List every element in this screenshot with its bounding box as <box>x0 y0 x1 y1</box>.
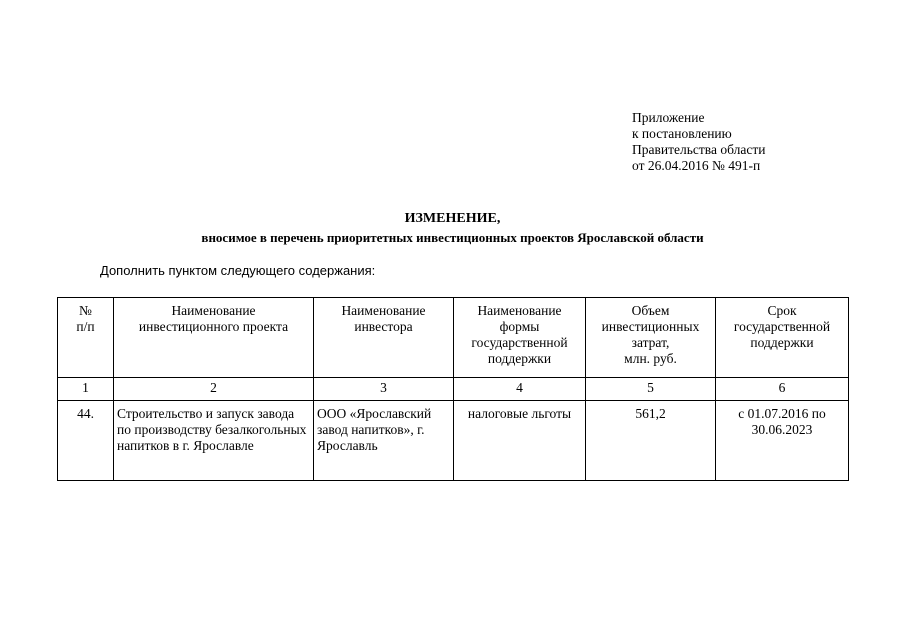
column-number-cell: 2 <box>114 378 314 401</box>
document-title: ИЗМЕНЕНИЕ, <box>404 211 501 226</box>
investor-name: ООО «Ярославский завод напитков», г. Ярославль <box>314 401 454 481</box>
header-cell-support-period: Срок государственной поддержки <box>716 298 849 378</box>
header-cell-project: Наименование инвестиционного проекта <box>114 298 314 378</box>
projects-table <box>57 297 849 481</box>
appendix-line: от 26.04.2016 № 491-п <box>632 158 761 173</box>
appendix-line: к постановлению <box>632 126 732 141</box>
header-cell-number: № п/п <box>58 298 114 378</box>
support-form: налоговые льготы <box>454 401 586 481</box>
document-subtitle: вносимое в перечень приоритетных инвестиционных проектов Ярославской области <box>201 230 704 245</box>
table-row <box>58 401 849 481</box>
column-number-cell: 1 <box>58 378 114 401</box>
column-number-cell: 6 <box>716 378 849 401</box>
column-number-cell: 5 <box>586 378 716 401</box>
column-number-cell: 3 <box>314 378 454 401</box>
table-header-row <box>58 298 849 378</box>
intro-text: Дополнить пунктом следующего содержания: <box>100 263 376 278</box>
header-cell-investor: Наименование инвестора <box>314 298 454 378</box>
project-name: Строительство и запуск завода по производству безалкогольных напитков в г. Ярославле <box>114 401 314 481</box>
header-cell-support-form: Наименование формы государственной поддержки <box>454 298 586 378</box>
appendix-line: Приложение <box>632 110 705 125</box>
row-number: 44. <box>58 401 114 481</box>
appendix-line: Правительства области <box>632 142 766 157</box>
column-numbers-row <box>58 378 849 401</box>
appendix-block <box>632 110 765 174</box>
column-number-cell: 4 <box>454 378 586 401</box>
investment-amount: 561,2 <box>586 401 716 481</box>
support-period: с 01.07.2016 по 30.06.2023 <box>716 401 849 481</box>
header-cell-investment: Объем инвестиционных затрат, млн. руб. <box>586 298 716 378</box>
